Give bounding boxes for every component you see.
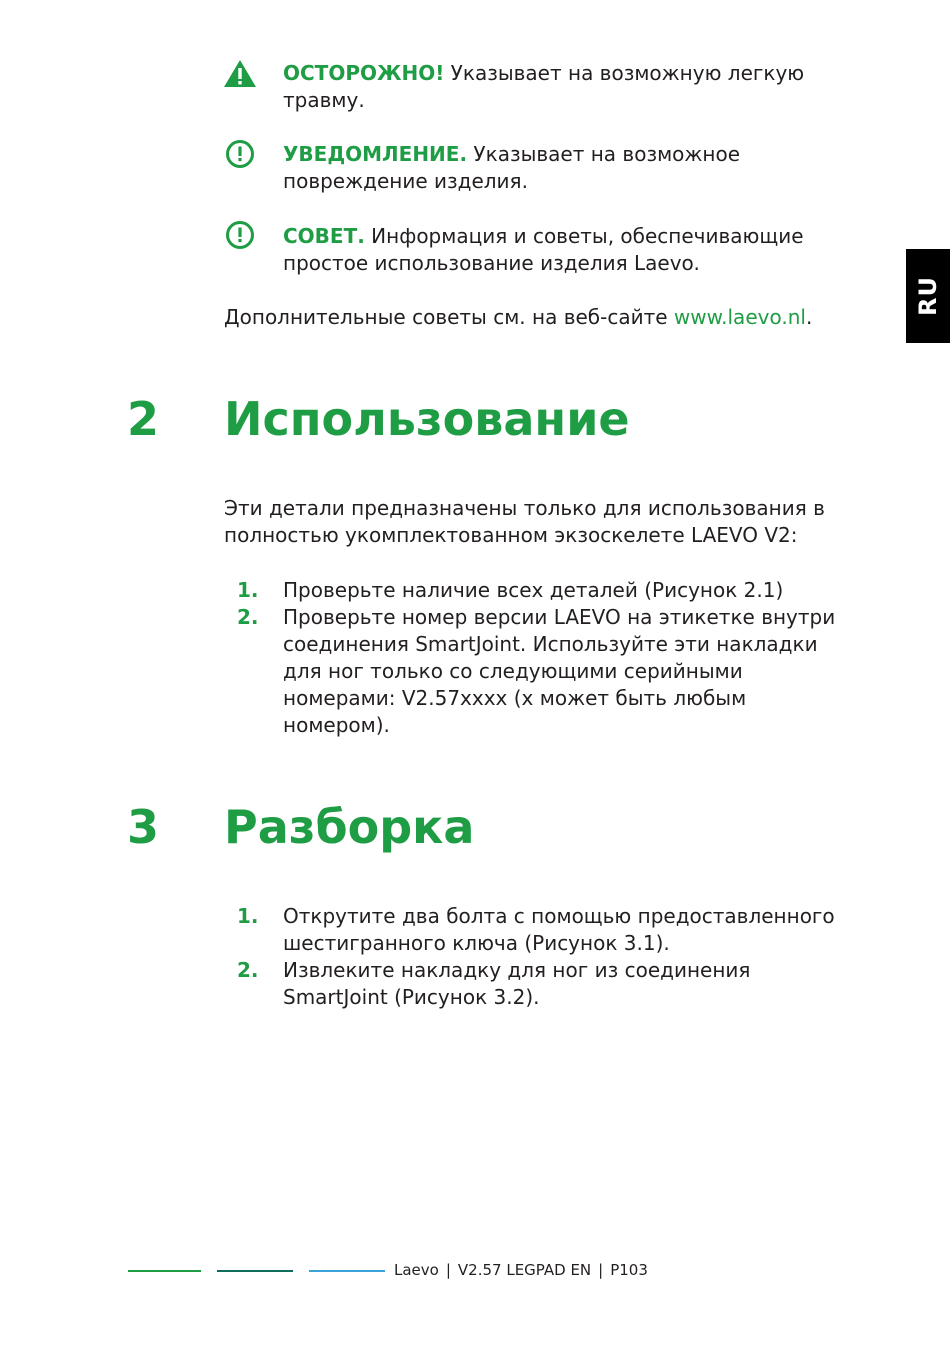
step-number: 1. xyxy=(237,578,259,602)
notice-caution-body: Указывает на возможную легкую травму. xyxy=(283,61,805,112)
exclamation-circle-icon xyxy=(223,139,257,173)
step-number: 1. xyxy=(237,904,259,928)
list-item xyxy=(237,604,837,739)
step-text: Проверьте номер версии LAEVO на этикетке внутри соединения SmartJoint. Используйте эти накладки для ног только со следующими серийными номерами: V2.57xxxx (x может быть любым номером). xyxy=(283,605,836,737)
list-item xyxy=(237,903,837,957)
more-tips-paragraph xyxy=(224,304,834,331)
language-tab-label: RU xyxy=(914,276,942,316)
step-text: Открутите два болта с помощью предоставленного шестигранного ключа (Рисунок 3.1). xyxy=(283,904,835,955)
notice-caution-text xyxy=(283,60,843,114)
list-item xyxy=(237,957,837,1011)
notice-attention-label: УВЕДОМЛЕНИЕ. xyxy=(283,142,468,166)
section-2-steps xyxy=(237,577,837,739)
notice-tip-text xyxy=(283,223,843,277)
footer-brand: Laevo xyxy=(394,1261,439,1279)
more-tips-end: . xyxy=(805,305,813,329)
section-2-title: Использование xyxy=(224,392,630,446)
notice-tip-body: Информация и советы, обеспечивающие простое использование изделия Laevo. xyxy=(283,224,804,275)
notice-attention-body: Указывает на возможное повреждение изделия. xyxy=(283,142,741,193)
website-link[interactable]: www.laevo.nl xyxy=(673,305,806,329)
section-2-number: 2 xyxy=(127,392,160,446)
step-text: Проверьте наличие всех деталей (Рисунок 2.1) xyxy=(283,578,784,602)
exclamation-circle-icon xyxy=(223,220,257,254)
section-3-title: Разборка xyxy=(224,800,475,854)
step-number: 2. xyxy=(237,958,259,982)
step-number: 2. xyxy=(237,605,259,629)
footer-line-2 xyxy=(217,1270,293,1272)
section-2-intro: Эти детали предназначены только для использования в полностью укомплектованном экзоскелете LAEVO V2: xyxy=(224,496,825,547)
language-tab xyxy=(906,249,950,343)
notice-caution-label: ОСТОРОЖНО! xyxy=(283,61,445,85)
section-3-number: 3 xyxy=(127,800,160,854)
list-item xyxy=(237,577,837,604)
step-text: Извлеките накладку для ног из соединения SmartJoint (Рисунок 3.2). xyxy=(283,958,751,1009)
footer-line-1 xyxy=(128,1270,201,1272)
footer-page-number: P103 xyxy=(610,1261,648,1279)
footer xyxy=(394,1261,648,1279)
footer-separator: | xyxy=(445,1261,451,1279)
footer-line-3 xyxy=(309,1270,385,1272)
warning-triangle-icon xyxy=(223,58,257,92)
section-3-steps xyxy=(237,903,837,1011)
footer-doc-id: V2.57 LEGPAD EN xyxy=(457,1261,592,1279)
more-tips-text: Дополнительные советы см. на веб-сайте xyxy=(224,305,674,329)
notice-attention-text xyxy=(283,141,843,195)
notice-tip-label: СОВЕТ. xyxy=(283,224,365,248)
footer-separator: | xyxy=(598,1261,604,1279)
